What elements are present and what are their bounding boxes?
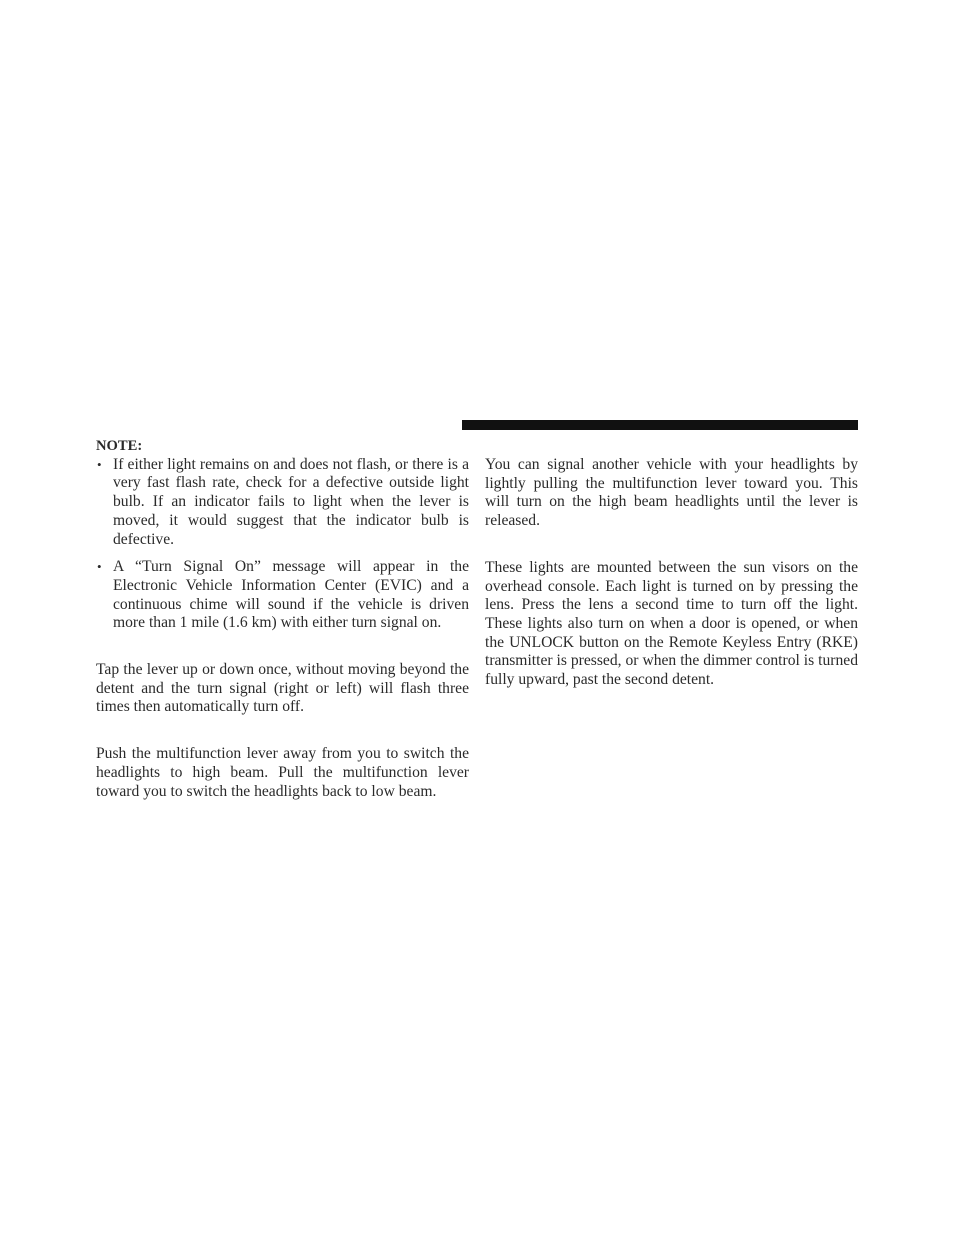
paragraph-spacer bbox=[96, 717, 469, 745]
list-item bbox=[96, 456, 469, 550]
note-label: NOTE: bbox=[96, 438, 143, 454]
note-bullet-text: If either light remains on and does not flash, or there is a very fast flash rate, check for a defective outside light bulb. If an indicator fails to light when the lever is moved, it would suggest that the indicator bulb is defective. bbox=[113, 455, 469, 548]
list-item bbox=[96, 558, 469, 633]
left-column bbox=[96, 437, 469, 801]
section-header-rule bbox=[462, 420, 858, 430]
paragraph-spacer bbox=[485, 531, 858, 559]
overhead-lights-paragraph: These lights are mounted between the sun visors on the overhead console. Each light is turned on by pressing the lens. Press the lens a second time to turn off the light. These lights also turn on when a door is opened, or when the UNLOCK button on the Remote Keyless Entry (RKE) transmitter is pressed, or when the dimmer control is turned fully upward, past the second detent. bbox=[485, 558, 858, 689]
note-bullet-text: A “Turn Signal On” message will appear in the Electronic Vehicle Information Center (EVIC) and a continuous chime will sound if the vehicle is driven more than 1 mile (1.6 km) with either turn signal on. bbox=[113, 558, 469, 632]
bullet-icon: • bbox=[97, 456, 102, 472]
flash-to-pass-paragraph: You can signal another vehicle with your headlights by lightly pulling the multifunction lever toward you. This will turn on the high beam headlights until the lever is released. bbox=[485, 456, 858, 530]
lane-change-paragraph: Tap the lever up or down once, without moving beyond the detent and the turn signal (right or left) will flash three times then automatically turn off. bbox=[96, 661, 469, 716]
bullet-icon: • bbox=[97, 559, 102, 575]
paragraph-spacer bbox=[96, 633, 469, 661]
note-bullet-list bbox=[96, 456, 469, 633]
right-column bbox=[485, 456, 858, 690]
bullet-spacer bbox=[96, 549, 469, 558]
high-beam-paragraph: Push the multifunction lever away from you to switch the headlights to high beam. Pull the multifunction lever toward you to switch the headlights back to low beam. bbox=[96, 745, 469, 800]
